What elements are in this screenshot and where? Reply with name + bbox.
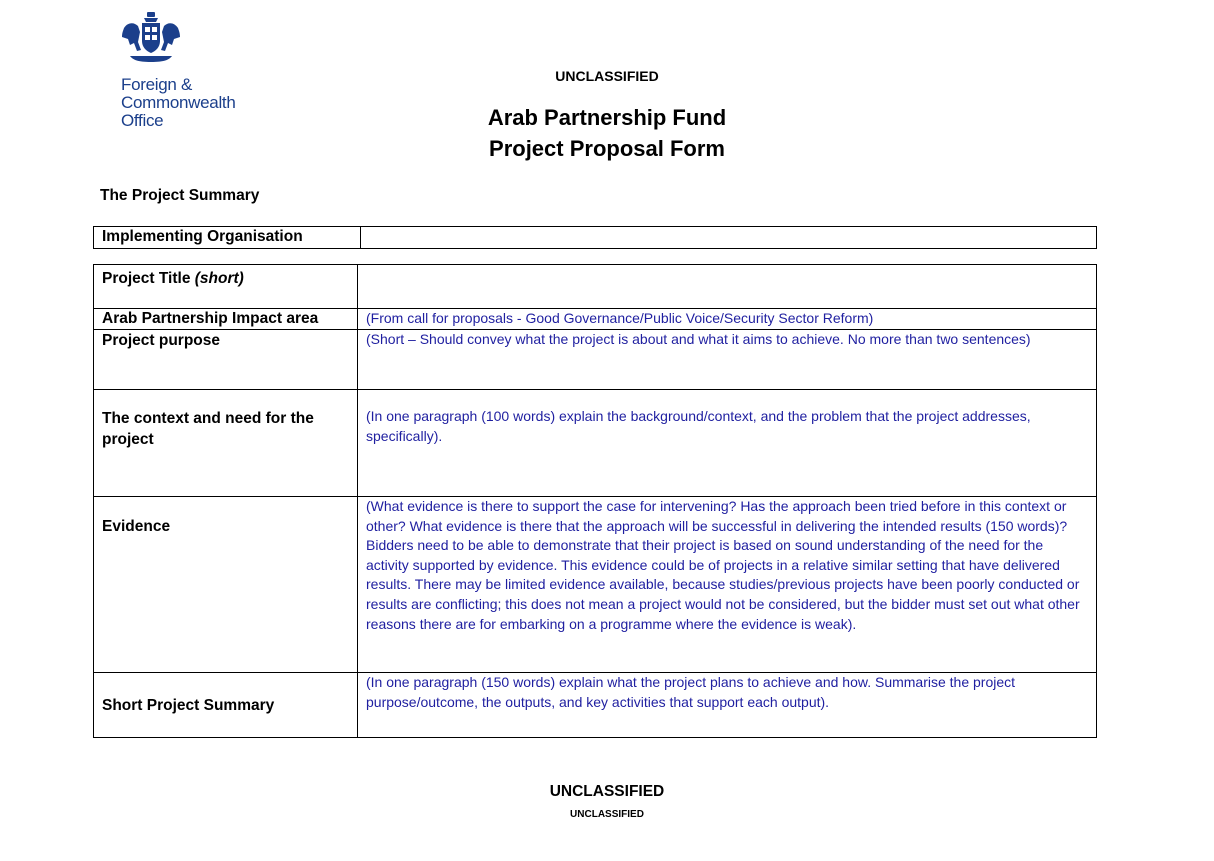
org-table — [93, 226, 1097, 249]
context-label: The context and need for the project — [94, 390, 358, 497]
table-row — [94, 265, 1097, 309]
title-line-2: Project Proposal Form — [489, 136, 725, 161]
logo-line-2: Commonwealth — [121, 93, 236, 112]
footer-classification-small: UNCLASSIFIED — [570, 809, 644, 820]
impact-area-field[interactable]: (From call for proposals - Good Governance/Public Voice/Security Sector Reform) — [358, 309, 1097, 330]
table-row — [94, 309, 1097, 330]
summary-table — [93, 264, 1097, 738]
table-row — [94, 227, 1097, 249]
logo-line-1: Foreign & — [121, 75, 193, 94]
evidence-field[interactable]: (What evidence is there to support the case for intervening? Has the approach been tried before in this context or other? What evidence is there that the approach will be successful in delivering the intended results (150 words)? Bidders need to be able to demonstrate that their project is based on sound understanding of the need for the activity supported by evidence. This evidence could be of projects in a relative similar setting that have delivered results. There may be limited evidence available, because studies/previous projects have been poorly conducted or results are conflicting; this does not mean a project would not be considered, but the bidder must set out what other reasons there are for embarking on a programme where the evidence is weak). — [358, 497, 1097, 673]
project-title-label-text: Project Title — [102, 270, 191, 287]
footer-classification: UNCLASSIFIED — [549, 783, 665, 800]
project-purpose-field[interactable]: (Short – Should convey what the project is about and what it aims to achieve. No more than two sentences) — [358, 330, 1097, 390]
org-input[interactable] — [361, 227, 1097, 249]
project-title-input[interactable] — [358, 265, 1097, 309]
table-row — [94, 673, 1097, 738]
org-label: Implementing Organisation — [94, 227, 361, 249]
logo-line-3: Office — [121, 111, 164, 130]
royal-coat-of-arms-icon — [120, 10, 182, 68]
table-row — [94, 497, 1097, 673]
context-field[interactable]: (In one paragraph (100 words) explain the background/context, and the problem that the project addresses, specifically). — [358, 390, 1097, 497]
short-summary-field[interactable]: (In one paragraph (150 words) explain what the project plans to achieve and how. Summarise the project purpose/outcome, the outputs, and key activities that support each output). — [358, 673, 1097, 738]
project-title-label — [94, 265, 358, 309]
title-line-1: Arab Partnership Fund — [487, 105, 727, 130]
project-purpose-label: Project purpose — [94, 330, 358, 390]
section-heading: The Project Summary — [100, 187, 260, 204]
table-row — [94, 330, 1097, 390]
form-title — [0, 102, 1214, 164]
evidence-label: Evidence — [94, 497, 358, 673]
header-classification: UNCLASSIFIED — [555, 68, 659, 84]
impact-area-label: Arab Partnership Impact area — [94, 309, 358, 330]
table-row — [94, 390, 1097, 497]
project-title-note: (short) — [194, 270, 244, 287]
short-summary-label: Short Project Summary — [94, 673, 358, 738]
